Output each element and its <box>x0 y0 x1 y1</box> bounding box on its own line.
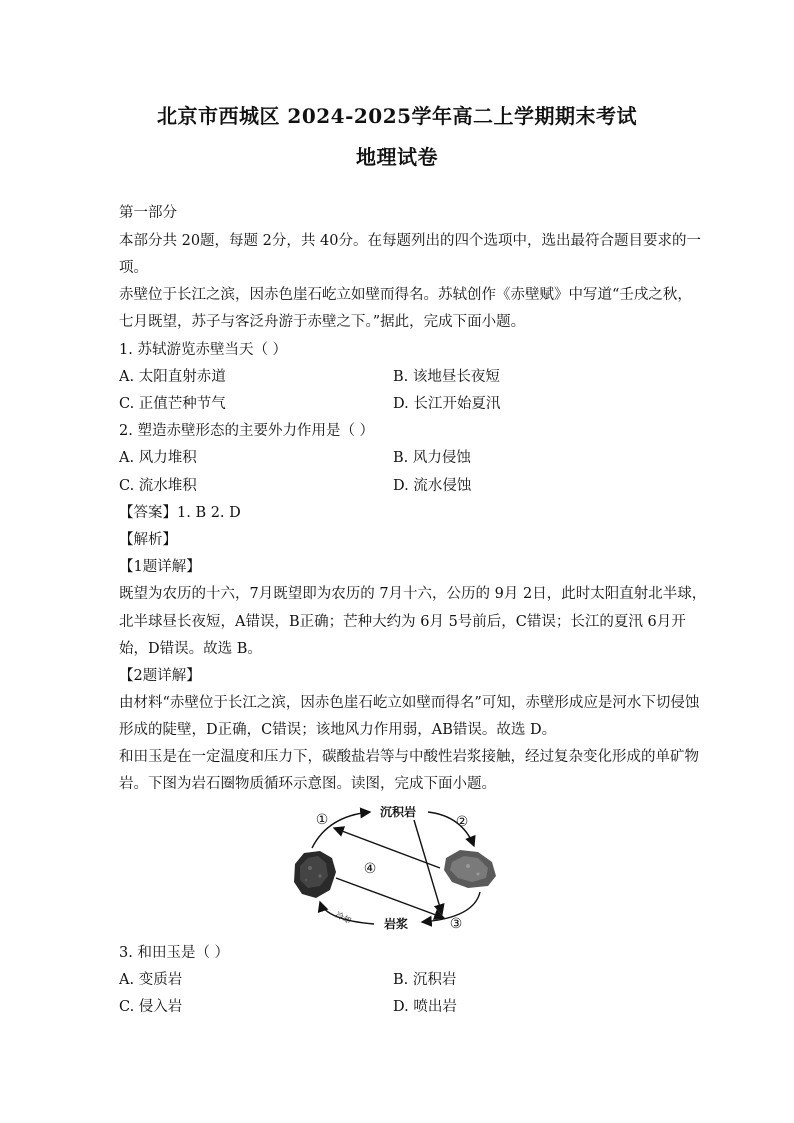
detail-1-label: 【1题详解】 <box>119 559 201 575</box>
intro-line-1: 本部分共 20题，每题 2分，共 40分。在每题列出的四个选项中，选出最符合题目要求的一 <box>119 233 701 249</box>
rock-cycle-diagram <box>290 806 500 936</box>
label-2: ② <box>455 814 469 830</box>
detail-1-line-1: 既望为农历的十六，7月既望即为农历的 7月十六，公历的 9月 2日，此时太阳直射北半球， <box>119 586 707 602</box>
question-1-option-a: A. 太阳直射赤道 <box>119 369 226 385</box>
passage2-line-1: 和田玉是在一定温度和压力下，碳酸盐岩等与中酸性岩浆接触，经过复杂变化形成的单矿物 <box>119 749 699 765</box>
label-3: ③ <box>449 916 463 932</box>
part-heading: 第一部分 <box>119 205 177 221</box>
question-3-option-d: D. 喷出岩 <box>393 999 457 1015</box>
sedimentary-rock-label: 沉积岩 <box>379 806 417 819</box>
detail-1-line-2: 北半球昼长夜短，A错误，B正确；芒种大约为 6月 5号前后，C错误；长江的夏汛 6月开 <box>119 614 686 630</box>
question-3-option-c: C. 侵入岩 <box>119 999 183 1015</box>
passage2-line-2: 岩。下图为岩石圈物质循环示意图。读图，完成下面小题。 <box>119 776 496 792</box>
question-1-option-d: D. 长江开始夏汛 <box>393 396 501 412</box>
arrow-diagonal-to-sedimentary-left <box>334 828 440 868</box>
label-4: ④ <box>363 861 377 877</box>
question-2-option-d: D. 流水侵蚀 <box>393 478 472 494</box>
right-rock-image <box>444 850 496 888</box>
question-2-option-b: B. 风力侵蚀 <box>393 450 471 466</box>
question-3-option-a: A. 变质岩 <box>119 972 183 988</box>
question-1-option-b: B. 该地昼长夜短 <box>393 369 500 385</box>
question-1-stem: 1. 苏轼游览赤壁当天（ ） <box>119 342 288 358</box>
cooling-label: 冷却 <box>333 910 353 926</box>
passage1-line-2: 七月既望，苏子与客泛舟游于赤壁之下。”据此，完成下面小题。 <box>119 314 526 330</box>
question-2-stem: 2. 塑造赤壁形态的主要外力作用是（ ） <box>119 423 375 439</box>
label-1: ① <box>315 812 329 828</box>
passage1-line-1: 赤壁位于长江之滨，因赤色崖石屹立如壁而得名。苏轼创作《赤壁赋》中写道“壬戌之秋， <box>119 287 692 303</box>
question-1-option-c: C. 正值芒种节气 <box>119 396 226 412</box>
question-2-option-c: C. 流水堆积 <box>119 478 197 494</box>
page-title: 北京市西城区 2024-2025学年高二上学期期末考试 <box>156 104 638 128</box>
detail-1-line-3: 始，D错误。故选 B。 <box>119 641 262 657</box>
question-3-stem: 3. 和田玉是（ ） <box>119 945 230 961</box>
detail-2-label: 【2题详解】 <box>119 668 201 684</box>
left-rock-image <box>294 851 336 898</box>
magma-label: 岩浆 <box>383 917 409 931</box>
answer-line: 【答案】1. B 2. D <box>119 505 241 521</box>
question-2-option-a: A. 风力堆积 <box>119 450 197 466</box>
question-3-option-b: B. 沉积岩 <box>393 972 457 988</box>
arrow-diagonal-to-magma <box>336 878 444 918</box>
detail-2-line-1: 由材料“赤壁位于长江之滨，因赤色崖石屹立如壁而得名”可知，赤壁形成应是河水下切侵蚀 <box>119 695 700 711</box>
analysis-label: 【解析】 <box>119 532 177 548</box>
intro-line-2: 项。 <box>119 260 148 276</box>
detail-2-line-2: 形成的陡壁，D正确，C错误；该地风力作用弱，AB错误。故选 D。 <box>119 722 557 738</box>
page-subtitle: 地理试卷 <box>356 145 438 169</box>
arrow-3 <box>422 892 480 922</box>
